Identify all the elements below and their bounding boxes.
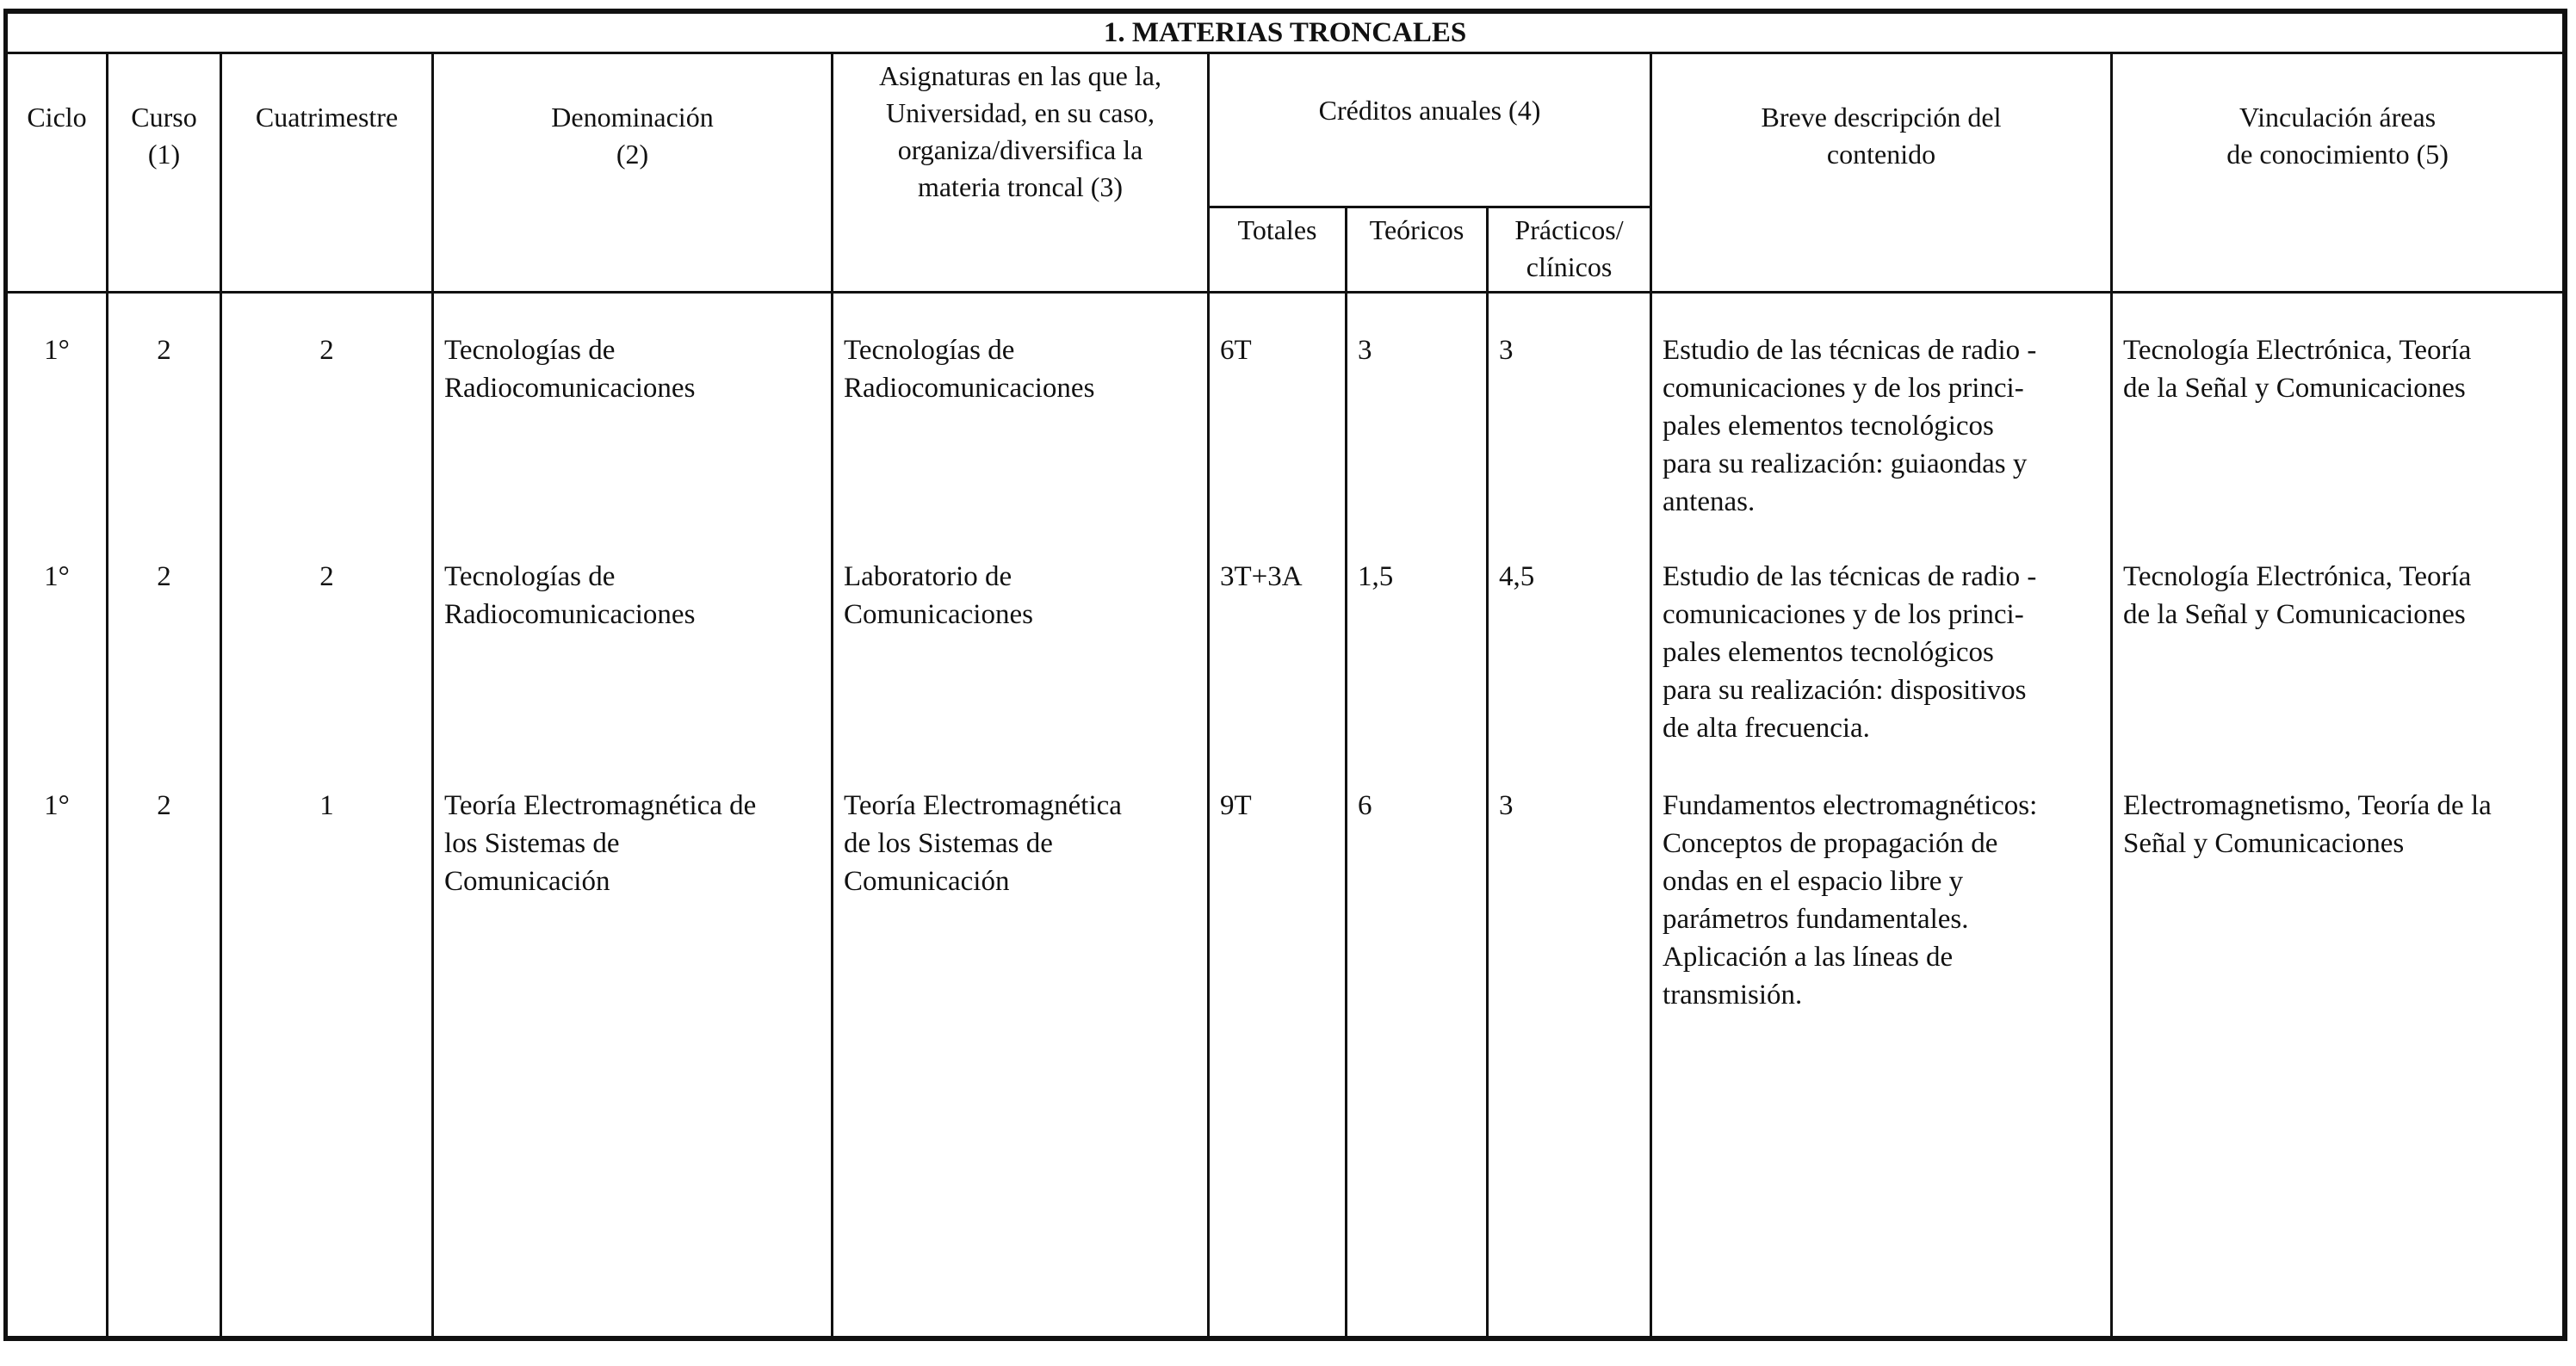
cell-asignatura: Laboratorio de Comunicaciones (833, 522, 1209, 751)
cell-ciclo: 1° (7, 751, 108, 1338)
cell-curso: 2 (108, 751, 221, 1338)
cell-ciclo: 1° (7, 293, 108, 522)
table-title: 1. MATERIAS TRONCALES (7, 13, 2564, 53)
cell-descripcion: Fundamentos electromagnéticos: Conceptos de propagación de ondas en el espacio libre y parámetros fundamentales. Aplicación a las líneas de transmisión. (1651, 751, 2112, 1338)
cell-curso: 2 (108, 522, 221, 751)
cell-cuatrimestre: 1 (221, 751, 433, 1338)
header-denominacion: Denominación (2) (433, 53, 833, 293)
cell-practicos: 3 (1488, 293, 1651, 522)
cell-practicos: 3 (1488, 751, 1651, 1338)
cell-denominacion: Teoría Electromagnética de los Sistemas de Comunicación (433, 751, 833, 1338)
cell-denominacion: Tecnologías de Radiocomunicaciones (433, 293, 833, 522)
cell-asignatura: Teoría Electromagnética de los Sistemas de Comunicación (833, 751, 1209, 1338)
materias-troncales-table (5, 11, 2565, 1338)
cell-totales: 6T (1209, 293, 1347, 522)
header-teoricos: Teóricos (1347, 207, 1488, 293)
cell-ciclo: 1° (7, 522, 108, 751)
header-practicos: Prácticos/ clínicos (1488, 207, 1651, 293)
cell-totales: 3T+3A (1209, 522, 1347, 751)
cell-vinculacion: Tecnología Electrónica, Teoría de la Señal y Comunicaciones (2112, 522, 2564, 751)
table-row (7, 522, 2564, 751)
header-creditos: Créditos anuales (4) (1209, 53, 1651, 207)
table-row (7, 751, 2564, 1338)
header-curso: Curso (1) (108, 53, 221, 293)
header-ciclo: Ciclo (7, 53, 108, 293)
cell-asignatura: Tecnologías de Radiocomunicaciones (833, 293, 1209, 522)
header-cuatrimestre: Cuatrimestre (221, 53, 433, 293)
cell-vinculacion: Electromagnetismo, Teoría de la Señal y Comunicaciones (2112, 751, 2564, 1338)
cell-vinculacion: Tecnología Electrónica, Teoría de la Señal y Comunicaciones (2112, 293, 2564, 522)
cell-cuatrimestre: 2 (221, 522, 433, 751)
cell-descripcion: Estudio de las técnicas de radio - comunicaciones y de los princi- pales elementos tecnológicos para su realización: guiaondas y antenas. (1651, 293, 2112, 522)
cell-teoricos: 1,5 (1347, 522, 1488, 751)
cell-cuatrimestre: 2 (221, 293, 433, 522)
cell-denominacion: Tecnologías de Radiocomunicaciones (433, 522, 833, 751)
header-vinculacion: Vinculación áreas de conocimiento (5) (2112, 53, 2564, 293)
table-row (7, 293, 2564, 522)
header-asignaturas: Asignaturas en las que la, Universidad, en su caso, organiza/diversifica la materia troncal (3) (833, 53, 1209, 293)
header-totales: Totales (1209, 207, 1347, 293)
cell-descripcion: Estudio de las técnicas de radio - comunicaciones y de los princi- pales elementos tecnológicos para su realización: dispositivos de alta frecuencia. (1651, 522, 2112, 751)
cell-teoricos: 3 (1347, 293, 1488, 522)
header-descripcion: Breve descripción del contenido (1651, 53, 2112, 293)
cell-totales: 9T (1209, 751, 1347, 1338)
cell-curso: 2 (108, 293, 221, 522)
cell-teoricos: 6 (1347, 751, 1488, 1338)
cell-practicos: 4,5 (1488, 522, 1651, 751)
